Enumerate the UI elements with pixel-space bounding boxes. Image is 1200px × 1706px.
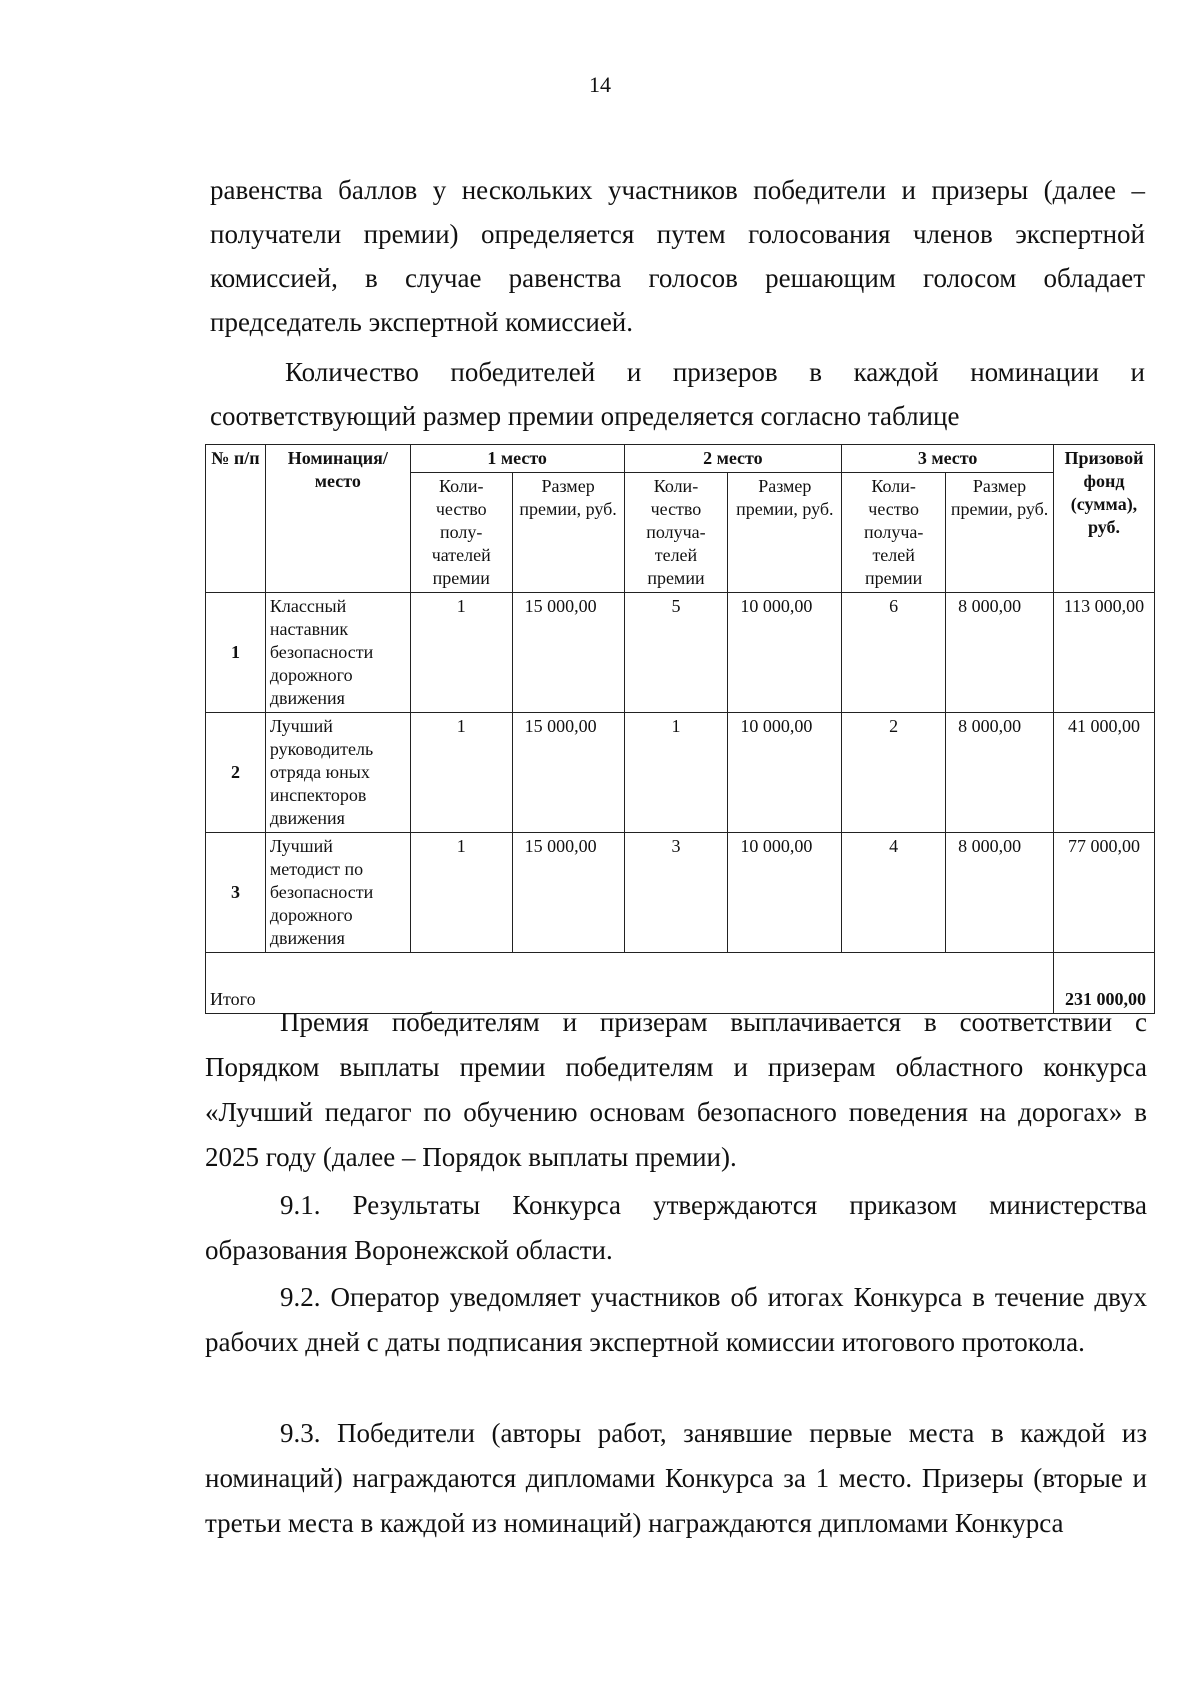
header-place-1: 1 место xyxy=(410,445,624,473)
total-label: Итого xyxy=(206,953,1054,1014)
row-count-1: 1 xyxy=(410,833,512,953)
prize-table xyxy=(205,444,1155,1014)
row-count-3: 2 xyxy=(842,713,946,833)
row-count-3: 6 xyxy=(842,593,946,713)
row-size-2: 10 000,00 xyxy=(728,833,842,953)
row-count-3: 4 xyxy=(842,833,946,953)
header-place-2: 2 место xyxy=(624,445,842,473)
row-size-3: 8 000,00 xyxy=(946,833,1054,953)
table-intro-paragraph: Количество победителей и призеров в каждой номинации и соответствующий размер премии определяется согласно таблице xyxy=(210,357,1145,431)
header-num: № п/п xyxy=(206,445,266,593)
row-nomination: Классный наставник безопасности дорожного движения xyxy=(265,593,410,713)
row-size-2: 10 000,00 xyxy=(728,593,842,713)
paragraph-9-1: 9.1. Результаты Конкурса утверждаются приказом министерства образования Воронежской области. xyxy=(205,1190,1147,1265)
row-fund: 77 000,00 xyxy=(1053,833,1154,953)
table-row xyxy=(206,833,1155,953)
row-fund: 113 000,00 xyxy=(1053,593,1154,713)
row-count-2: 1 xyxy=(624,713,728,833)
intro-paragraph: равенства баллов у нескольких участников победители и призеры (далее – получатели премии) определяется путем голосования членов экспертной комиссией, в случае равенства голосов решающим голосом обладает председатель экспертной комиссией. xyxy=(210,175,1145,337)
row-count-1: 1 xyxy=(410,713,512,833)
row-count-2: 3 xyxy=(624,833,728,953)
total-value: 231 000,00 xyxy=(1053,953,1154,1014)
row-size-1: 15 000,00 xyxy=(512,833,624,953)
paragraph-9-3: 9.3. Победители (авторы работ, занявшие первые места в каждой из номинаций) награждаются дипломами Конкурса за 1 место. Призеры (вторые и третьи места в каждой из номинаций) награждаются дипломами Конкурса xyxy=(205,1418,1147,1538)
table-header-row xyxy=(206,445,1155,473)
row-size-1: 15 000,00 xyxy=(512,713,624,833)
row-count-2: 5 xyxy=(624,593,728,713)
payment-paragraph: Премия победителям и призерам выплачивается в соответствии с Порядком выплаты премии победителям и призерам областного конкурса «Лучший педагог по обучению основам безопасного поведения на дорогах» в 2025 году (далее – Порядок выплаты премии). xyxy=(205,1007,1147,1172)
subheader-p2-size: Размер премии, руб. xyxy=(728,473,842,593)
subheader-p2-count: Коли-чество получа-телей премии xyxy=(624,473,728,593)
page-number: 14 xyxy=(589,72,611,97)
table-row xyxy=(206,713,1155,833)
row-num: 2 xyxy=(206,713,266,833)
subheader-p1-count: Коли-чество полу-чателей премии xyxy=(410,473,512,593)
paragraph-9-2: 9.2. Оператор уведомляет участников об итогах Конкурса в течение двух рабочих дней с даты подписания экспертной комиссии итогового протокола. xyxy=(205,1282,1147,1357)
subheader-p3-size: Размер премии, руб. xyxy=(946,473,1054,593)
row-count-1: 1 xyxy=(410,593,512,713)
row-size-3: 8 000,00 xyxy=(946,713,1054,833)
subheader-p3-count: Коли-чество получа-телей премии xyxy=(842,473,946,593)
row-num: 3 xyxy=(206,833,266,953)
row-size-1: 15 000,00 xyxy=(512,593,624,713)
header-nomination: Номинация/ место xyxy=(265,445,410,593)
header-place-3: 3 место xyxy=(842,445,1054,473)
table-row xyxy=(206,593,1155,713)
header-fund: Призовой фонд (сумма), руб. xyxy=(1053,445,1154,593)
row-size-3: 8 000,00 xyxy=(946,593,1054,713)
row-nomination: Лучший руководитель отряда юных инспекторов движения xyxy=(265,713,410,833)
row-nomination: Лучший методист по безопасности дорожного движения xyxy=(265,833,410,953)
row-fund: 41 000,00 xyxy=(1053,713,1154,833)
subheader-p1-size: Размер премии, руб. xyxy=(512,473,624,593)
row-size-2: 10 000,00 xyxy=(728,713,842,833)
row-num: 1 xyxy=(206,593,266,713)
